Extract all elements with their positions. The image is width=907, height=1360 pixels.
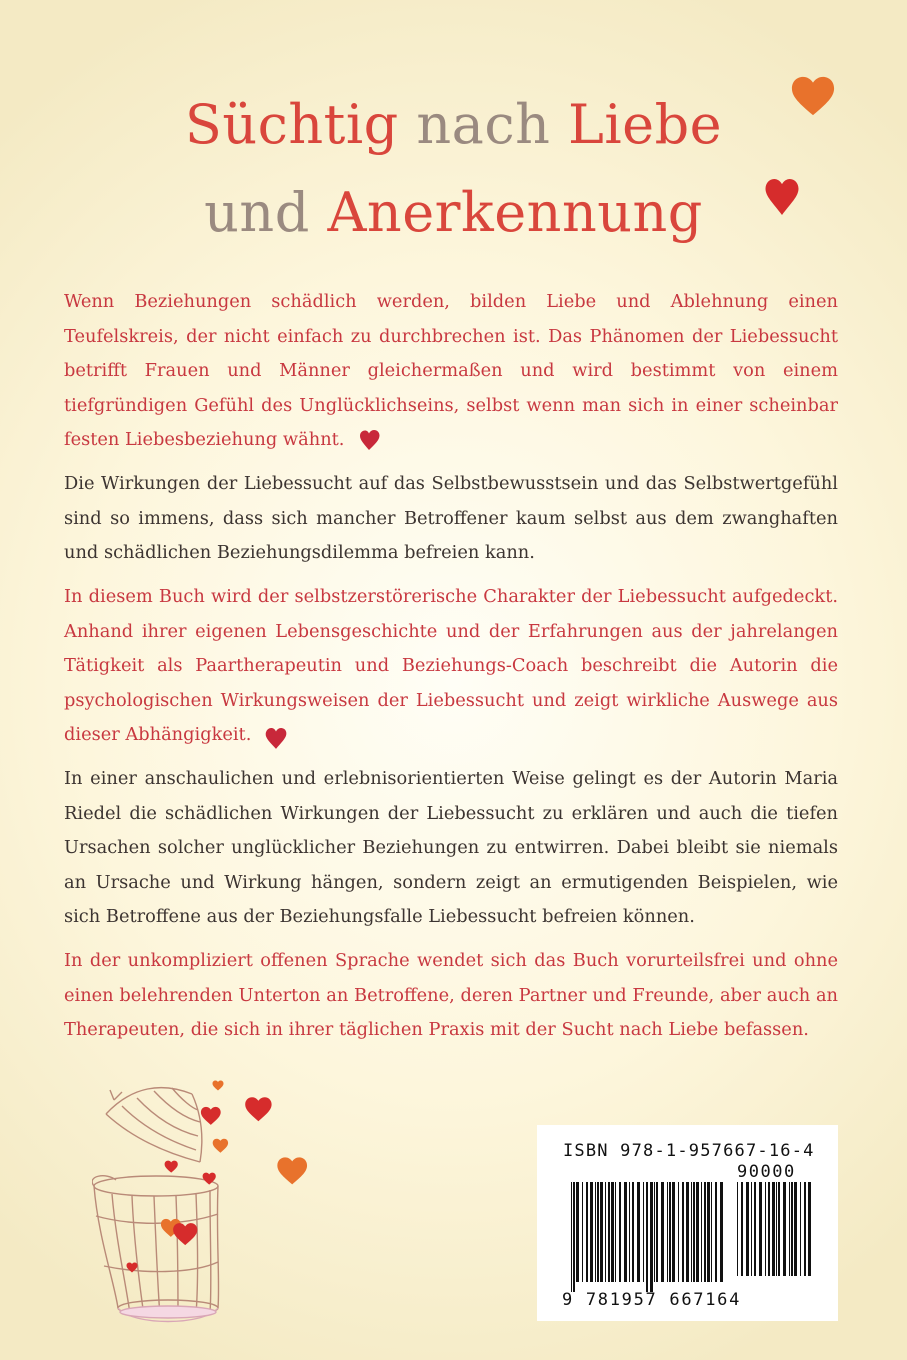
barcode-bar bbox=[650, 1182, 653, 1292]
barcode-bar bbox=[661, 1182, 664, 1282]
heart-icon bbox=[764, 176, 800, 218]
barcode-bar bbox=[704, 1182, 706, 1282]
barcode-bar bbox=[637, 1182, 640, 1282]
description-paragraph: Wenn Beziehungen schädlich werden, bilden Liebe und Ablehnung einen Teufelskreis, der nicht einfach zu durchbrechen ist. Das Phänomen der Liebessucht betrifft Frauen und Männer gleichermaßen und wird bestimmt von einem tiefgründigen Gefühl des Unglücklichseins, selbst wenn man sich in einer scheinbar festen Liebesbeziehung wähnt. bbox=[64, 291, 838, 450]
barcode-bar bbox=[707, 1182, 710, 1282]
barcode-bar bbox=[759, 1182, 762, 1276]
barcode-bar bbox=[615, 1182, 616, 1282]
barcode-bar bbox=[691, 1182, 692, 1282]
barcode-bar bbox=[715, 1182, 717, 1282]
barcode-bar bbox=[686, 1182, 689, 1282]
title-word: nach bbox=[416, 93, 551, 156]
barcode-bar bbox=[571, 1182, 572, 1292]
ean-digits: 9 781957 667164 bbox=[562, 1290, 742, 1310]
barcode-bar bbox=[629, 1182, 630, 1282]
barcode-bar bbox=[783, 1182, 786, 1276]
barcode-bar bbox=[711, 1182, 712, 1282]
barcode-bar bbox=[808, 1182, 811, 1276]
barcode-bar bbox=[611, 1182, 614, 1282]
barcode-bar bbox=[669, 1182, 671, 1282]
barcode-bar bbox=[632, 1182, 634, 1282]
price-code: 90000 bbox=[737, 1162, 796, 1182]
barcode-bar bbox=[590, 1182, 593, 1282]
barcode-bar bbox=[791, 1182, 793, 1276]
heart-icon bbox=[790, 74, 836, 118]
barcode-bar bbox=[720, 1182, 723, 1282]
barcode-bar bbox=[586, 1182, 588, 1282]
barcode-bar bbox=[576, 1182, 579, 1282]
title-word: und bbox=[204, 181, 310, 244]
title-word: Liebe bbox=[568, 93, 723, 156]
open-birdcage-illustration bbox=[92, 1076, 352, 1336]
barcode-bar bbox=[794, 1182, 797, 1276]
addon-bars bbox=[737, 1182, 815, 1286]
description-paragraph: In diesem Buch wird der selbstzerstörerische Charakter der Liebessucht aufgedeckt. Anhand ihrer eigenen Lebensgeschichte und der Erfahrungen aus der jahrelangen Tätigkeit als Paartherapeutin und Beziehungs-Coach beschreibt die Autorin die psychologischen Wirkungsweisen der Liebessucht und zeigt wirkliche Auswege aus dieser Abhängigkeit. bbox=[64, 586, 838, 745]
barcode-bar bbox=[605, 1182, 606, 1282]
description-paragraph: In der unkompliziert offenen Sprache wendet sich das Buch vorurteilsfrei und ohne einen belehrenden Unterton an Betroffene, deren Partner und Freunde, aber auch an Therapeuten, die sich in ihrer täglichen Praxis mit der Sucht nach Liebe befassen. bbox=[64, 950, 838, 1040]
barcode-bar bbox=[654, 1182, 655, 1282]
barcode-bar bbox=[667, 1182, 668, 1282]
barcode-bar bbox=[624, 1182, 627, 1282]
barcode-bar bbox=[804, 1182, 806, 1276]
barcode-bar bbox=[789, 1182, 790, 1276]
book-title-line-1 bbox=[0, 93, 907, 156]
barcode-bar bbox=[619, 1182, 621, 1282]
barcode-bar bbox=[754, 1182, 756, 1276]
isbn-barcode bbox=[537, 1125, 838, 1321]
barcode-bar bbox=[678, 1182, 679, 1282]
barcode-bar bbox=[682, 1182, 684, 1282]
barcode-bar bbox=[737, 1182, 738, 1276]
barcode-bar bbox=[701, 1182, 702, 1282]
barcode-bar bbox=[693, 1182, 695, 1282]
barcode-bar bbox=[643, 1182, 644, 1282]
barcode-bar bbox=[765, 1182, 766, 1276]
barcode-bar bbox=[768, 1182, 770, 1276]
barcode-bar bbox=[573, 1182, 575, 1292]
barcode-bar bbox=[778, 1182, 780, 1276]
barcode-bar bbox=[696, 1182, 699, 1282]
barcode-bar bbox=[746, 1182, 749, 1276]
barcode-bar bbox=[608, 1182, 610, 1282]
barcode-bar bbox=[595, 1182, 596, 1282]
barcode-bar bbox=[741, 1182, 743, 1276]
description-paragraph: In einer anschaulichen und erlebnisorientierten Weise gelingt es der Autorin Maria Riedel die schädlichen Wirkungen der Liebessucht zu erklären und auch die tiefen Ursachen solcher unglücklicher Beziehungen zu entwirren. Dabei bleibt sie niemals an Ursache und Wirkung hängen, sondern zeigt an ermutigenden Beispielen, wie sich Betroffene aus der Beziehungsfalle Liebessucht befreien können. bbox=[64, 768, 838, 927]
ean-bars bbox=[571, 1182, 725, 1292]
barcode-bar bbox=[751, 1182, 752, 1276]
barcode-bar bbox=[776, 1182, 777, 1276]
barcode-bar bbox=[597, 1182, 599, 1282]
barcode-bar bbox=[600, 1182, 603, 1282]
barcode-bar bbox=[646, 1182, 648, 1292]
heart-icon bbox=[358, 428, 382, 452]
barcode-bar bbox=[772, 1182, 775, 1276]
barcode-bar bbox=[800, 1182, 801, 1276]
barcode-bar bbox=[672, 1182, 675, 1282]
title-word: Süchtig bbox=[184, 93, 399, 156]
barcode-bar bbox=[582, 1182, 583, 1282]
barcode-bar bbox=[656, 1182, 658, 1282]
title-word: Anerkennung bbox=[327, 181, 703, 244]
description-paragraph: Die Wirkungen der Liebessucht auf das Selbstbewusstsein und das Selbstwertgefühl sind so immens, dass sich mancher Betroffener kaum selbst aus dem zwanghaften und schädlichen Beziehungsdilemma befreien kann. bbox=[64, 473, 838, 563]
heart-icon bbox=[263, 725, 289, 751]
isbn-label: ISBN 978-1-957667-16-4 bbox=[563, 1141, 815, 1161]
